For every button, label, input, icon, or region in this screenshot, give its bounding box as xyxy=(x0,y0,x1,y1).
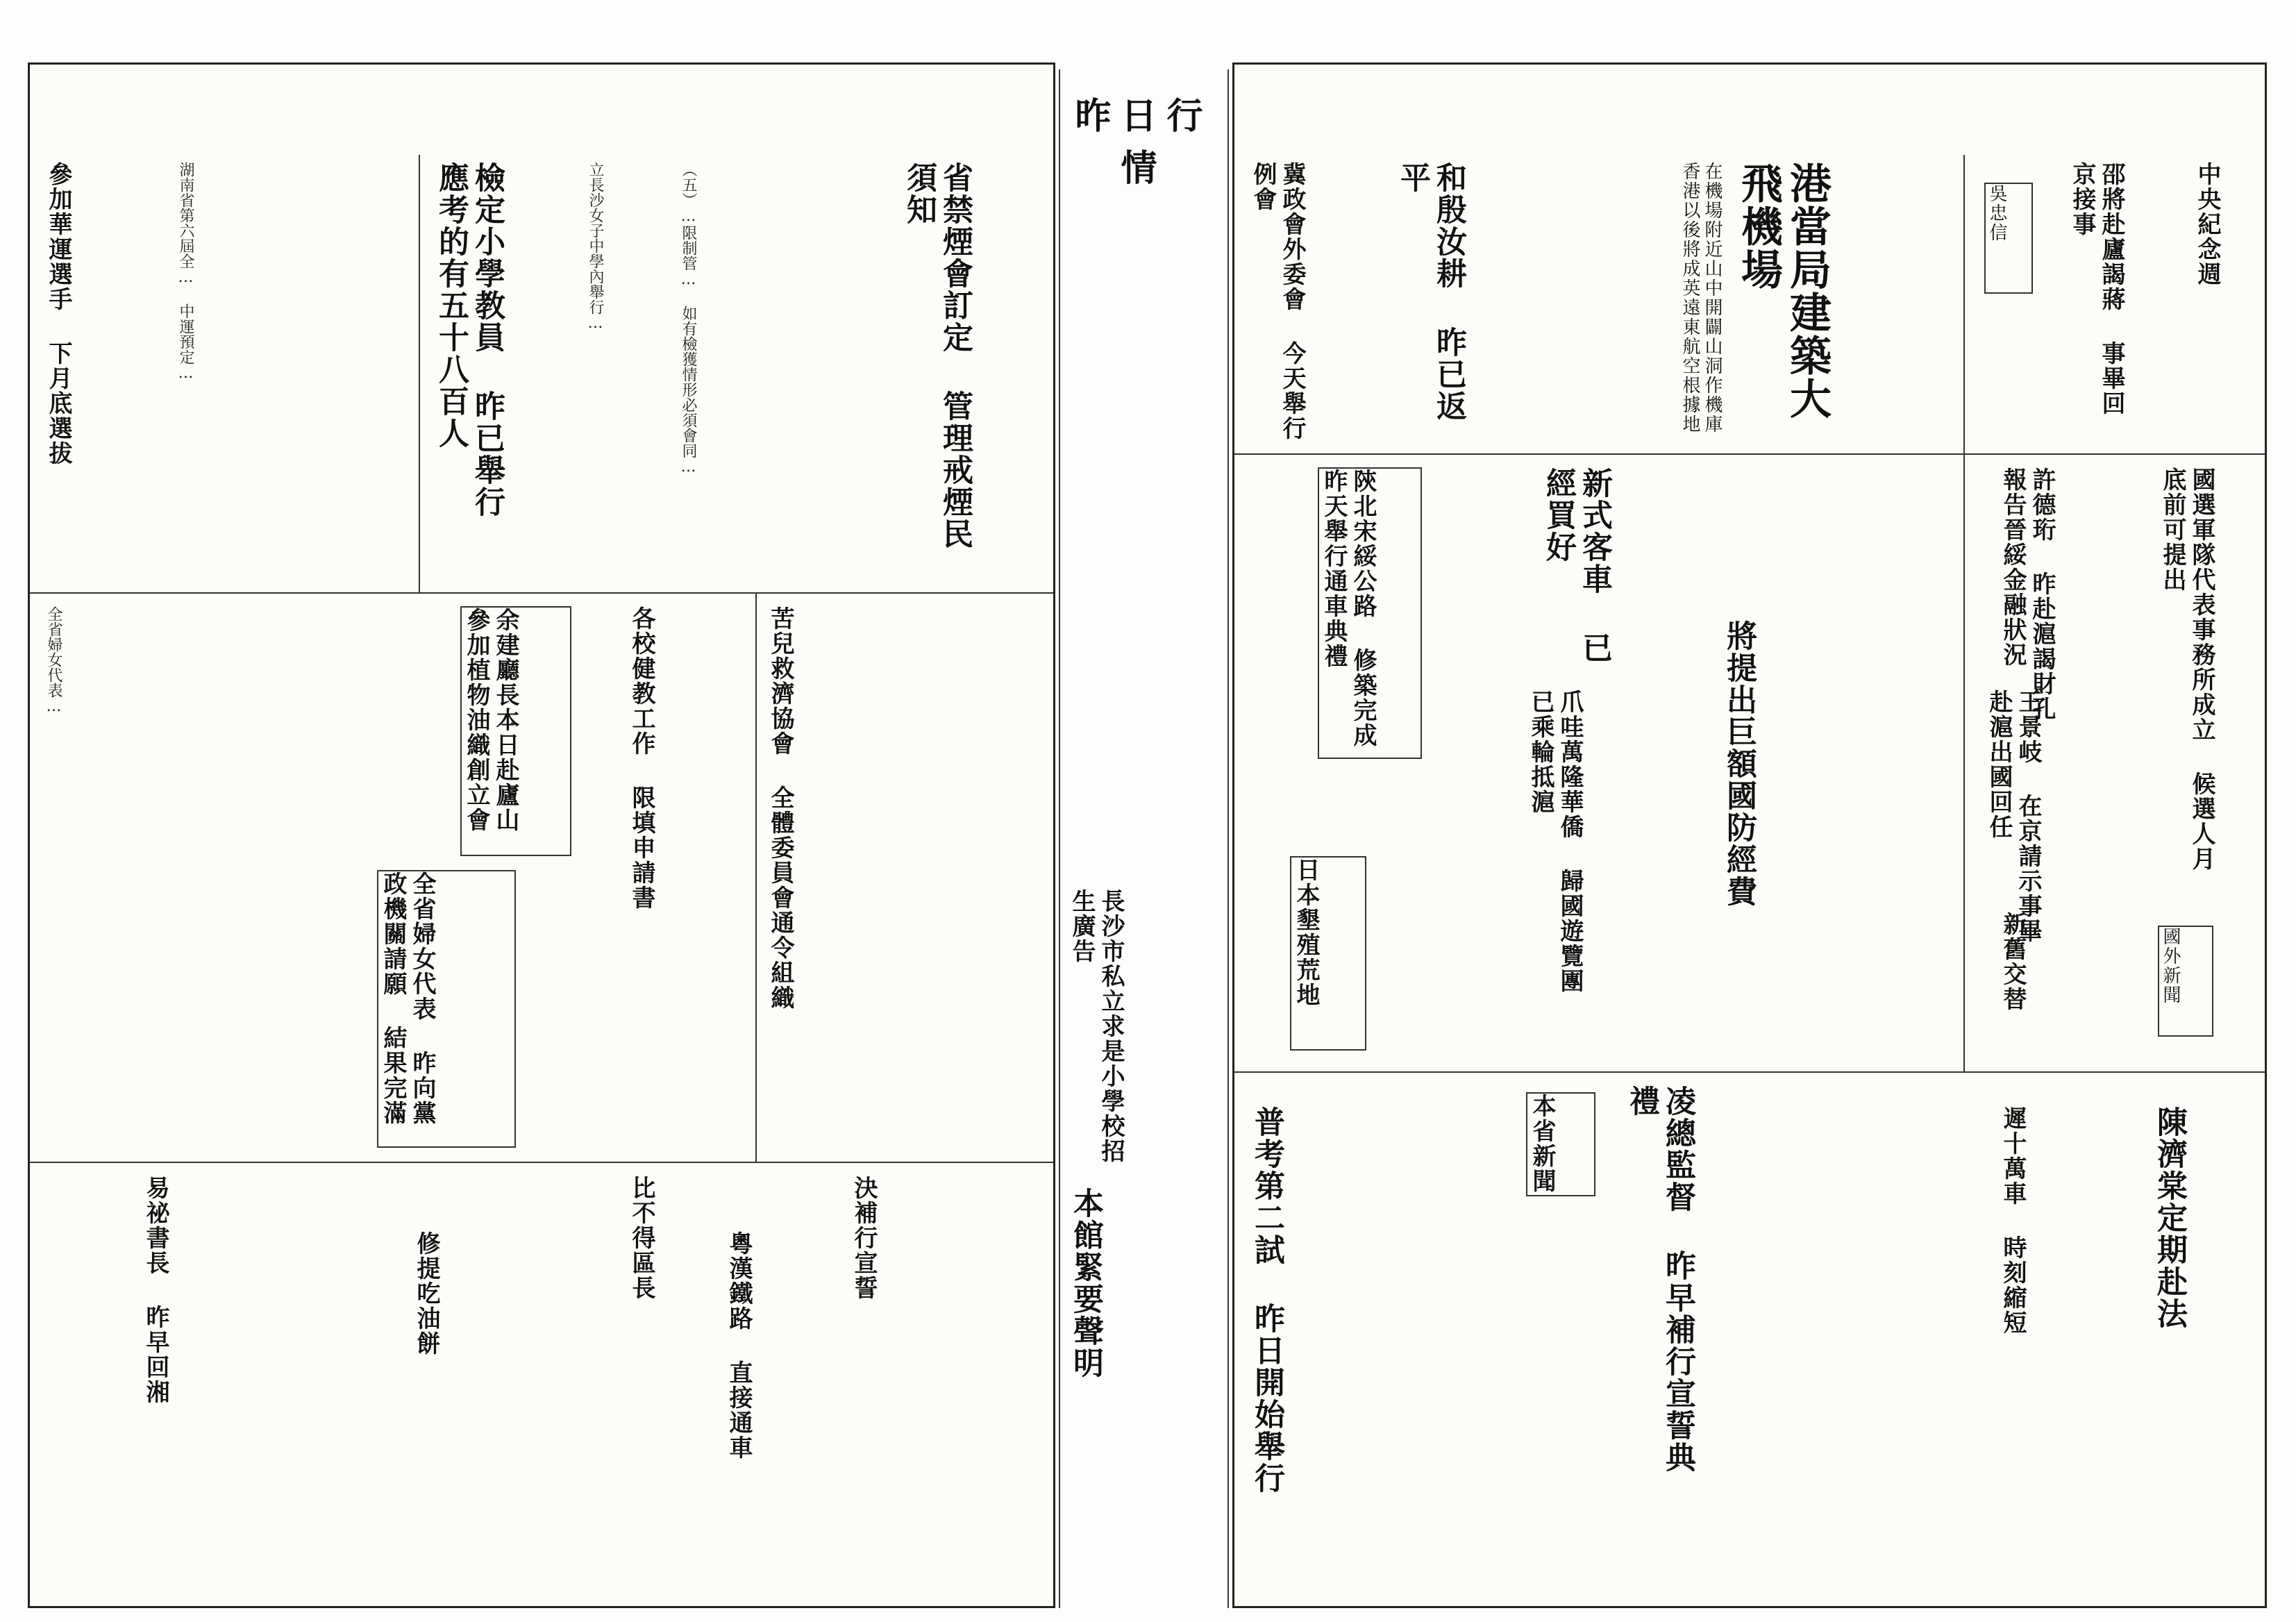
article-athletes-body: 湖南省第六屆全… 中運預定… xyxy=(177,162,194,382)
article-yin-rugeng: 和殷汝耕 昨已返平 xyxy=(1395,162,1466,422)
page-three xyxy=(28,62,1055,1608)
article-teacher-exam-body: 立長沙女子中學內舉行… xyxy=(587,162,604,332)
article-xu-dezhi: 許德珩 昨赴滬謁財孔 報告晉綏金融狀況 xyxy=(1999,467,2056,721)
article-athletes: 參加華運選手 下月底選拔 xyxy=(44,162,72,466)
article-election-office: 國選軍隊代表事務所成立 候選人月底前可提出 xyxy=(2159,467,2215,871)
article-shaanxi-highway: 陝北宋綏公路 修築完成昨天舉行通車典禮 xyxy=(1318,467,1422,759)
article-timetable: 遲十萬車 時刻縮短 xyxy=(1999,1106,2027,1335)
market-prices-title: 昨日行情 xyxy=(1075,96,1213,190)
article-new-carriages: 新式客車 已經買好 xyxy=(1541,467,1612,664)
page-two xyxy=(1232,62,2267,1608)
article-defense-budget: 將提出巨額國防經費 xyxy=(1721,620,1757,908)
article-memorial: 中央紀念週 xyxy=(2193,162,2221,287)
article-district-chief: 比不得區長 xyxy=(628,1176,655,1301)
article-railway: 粵漢鐵路 直接通車 xyxy=(725,1231,753,1460)
school-notice: 長沙市私立求是小學校招生廣告 xyxy=(1068,889,1125,1164)
label-wu-zhongxin: 吳忠信 xyxy=(1984,183,2033,294)
article-succession: 新舊交替 xyxy=(1999,912,2027,1012)
article-hk-airport: 港當局建築大飛機場 xyxy=(1734,162,1832,420)
article-chen-jitang: 陳濟棠定期赴法 xyxy=(2152,1106,2187,1330)
article-women-delegates: 全省婦女代表 昨向黨政機關請願 結果完滿 xyxy=(377,870,516,1148)
article-japan-land: 日本墾殖荒地 xyxy=(1290,856,1366,1051)
article-oath-ceremony: 凌總監督 昨早補行宣誓典禮 xyxy=(1624,1085,1695,1473)
article-exam: 普考第二試 昨日開始舉行 xyxy=(1249,1106,1284,1494)
article-anti-opium: 省禁煙會訂定 管理戒煙民須知 xyxy=(901,162,973,550)
article-secretary-general: 易祕書長 昨早回湘 xyxy=(142,1176,169,1405)
article-java-tour: 爪哇萬隆華僑 歸國遊覽團 已乘輪抵滬 xyxy=(1527,689,1584,994)
press-statement: 本館緊要聲明 xyxy=(1068,1187,1103,1379)
article-oil-cake: 修提吃油餅 xyxy=(412,1231,440,1356)
article-filler: 全省婦女代表… xyxy=(45,606,62,715)
article-wang-jingqi: 王景岐 在京請示事畢 赴滬出國回任 xyxy=(1985,689,2042,944)
article-orphans: 苦兒救濟協會 全體委員會通令組織 xyxy=(766,606,794,1010)
article-anti-opium-body: （五）…限制管… 如有檢獲情形必須會同… xyxy=(680,162,697,476)
article-commissioner: 余建廳長本日赴廬山 參加植物油織創立會 xyxy=(460,606,571,856)
label-local-news: 本省新聞 xyxy=(1526,1092,1595,1196)
article-shao-lushan: 邵將赴廬謁蔣 事畢回京接事 xyxy=(2068,162,2125,416)
article-teacher-exam: 檢定小學教員 昨已舉行 應考的有五十八百人 xyxy=(433,162,505,518)
article-hk-airport-sub: 在機場附近山中開闢山洞作機庫 香港以後將成英遠東航空根據地 xyxy=(1679,162,1723,434)
article-hebei-committee: 冀政會外委會 今天舉行例會 xyxy=(1249,162,1306,441)
market-prices-column xyxy=(1059,69,1229,1608)
article-oath: 決補行宣誓 xyxy=(850,1176,878,1301)
article-health-education: 各校健教工作 限填申請書 xyxy=(628,606,655,910)
label-foreign-news: 國外新聞 xyxy=(2158,926,2213,1037)
